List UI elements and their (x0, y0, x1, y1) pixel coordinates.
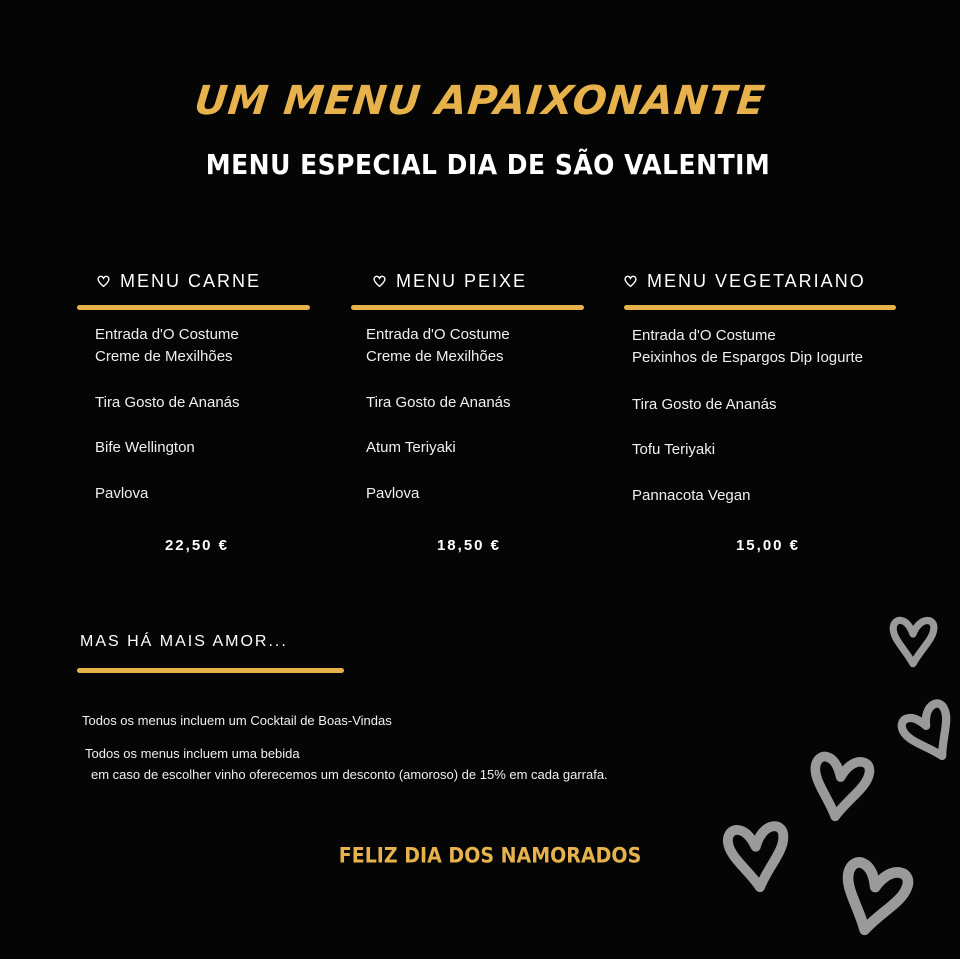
heart-outline-icon (373, 275, 386, 288)
decorative-heart-icon (715, 808, 798, 909)
menu-vegetariano-divider (624, 305, 896, 310)
page-title: UM MENU APAIXONANTE (192, 78, 768, 124)
menu-vegetariano-heading: MENU VEGETARIANO (647, 270, 866, 291)
menu-carne-heading: MENU CARNE (120, 270, 262, 291)
more-love-divider (77, 668, 344, 673)
decorative-heart-icon (797, 735, 882, 842)
more-love-heading: MAS HÁ MAIS AMOR... (80, 633, 288, 650)
heart-outline-icon (97, 275, 110, 288)
menu-carne-column (77, 266, 310, 554)
list-item: Pavlova (366, 485, 420, 502)
list-item: Pavlova (95, 485, 149, 502)
list-item: Tofu Teriyaki (632, 441, 716, 458)
list-item: Tira Gosto de Ananás (632, 396, 777, 413)
list-item: Entrada d'O Costume (366, 326, 510, 343)
page-subtitle: MENU ESPECIAL DIA DE SÃO VALENTIM (205, 148, 771, 181)
note-wine-discount: em caso de escolher vinho oferecemos um desconto (amoroso) de 15% em cada garrafa. (91, 767, 608, 782)
note-cocktail: Todos os menus incluem um Cocktail de Boas-Vindas (82, 713, 392, 728)
note-drink: Todos os menus incluem uma bebida (85, 746, 300, 761)
menu-peixe-divider (351, 305, 584, 310)
menu-carne-price: 22,50 € (164, 537, 230, 554)
list-item: Tira Gosto de Ananás (366, 394, 511, 411)
menu-peixe-column (351, 266, 584, 554)
list-item: Creme de Mexilhões (95, 348, 233, 365)
heart-outline-icon (624, 275, 637, 288)
menu-peixe-price: 18,50 € (436, 537, 502, 554)
menu-vegetariano-price: 15,00 € (735, 537, 801, 554)
list-item: Tira Gosto de Ananás (95, 394, 240, 411)
list-item: Entrada d'O Costume (95, 326, 239, 343)
list-item: Atum Teriyaki (366, 439, 456, 456)
list-item: Entrada d'O Costume (632, 327, 776, 344)
decorative-heart-icon (887, 690, 960, 781)
menu-carne-divider (77, 305, 310, 310)
menu-peixe-heading: MENU PEIXE (396, 270, 528, 291)
list-item: Pannacota Vegan (632, 487, 751, 504)
decorative-heart-icon (886, 612, 940, 674)
list-item: Creme de Mexilhões (366, 348, 504, 365)
footer-greeting: FELIZ DIA DOS NAMORADOS (338, 843, 642, 869)
menu-vegetariano-column (624, 266, 896, 554)
list-item: Peixinhos de Espargos Dip Iogurte (632, 349, 863, 366)
list-item: Bife Wellington (95, 439, 195, 456)
